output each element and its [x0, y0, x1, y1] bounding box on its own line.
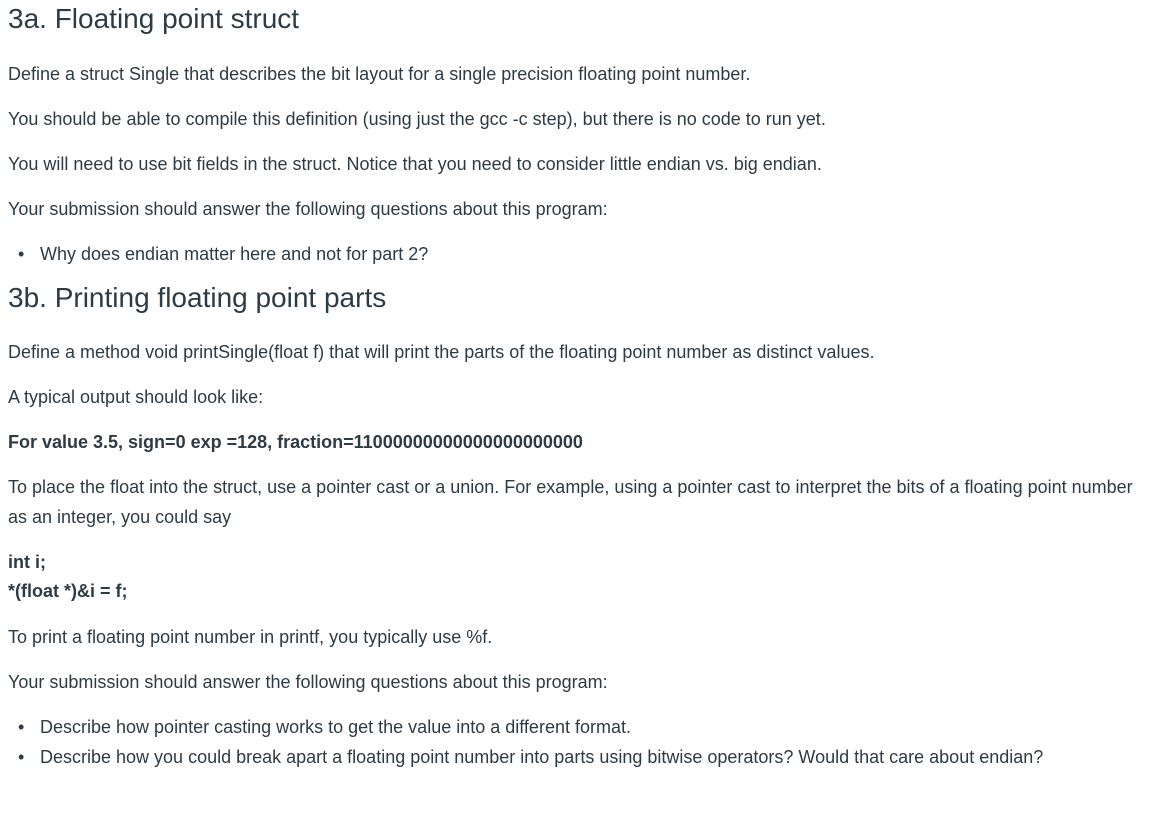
section-3b-paragraph-5: Your submission should answer the following questions about this program:	[8, 672, 608, 692]
section-3a-paragraph-2: You should be able to compile this definition (using just the gcc -c step), but there is no code to run yet.	[8, 109, 826, 129]
bullet-text: Describe how you could break apart a floating point number into parts using bitwise operators? Would that care about endian?	[40, 747, 1044, 767]
section-3a-bullet-item	[18, 239, 1118, 269]
section-3b-bullet-item-1	[18, 712, 1118, 742]
section-3a-paragraph-1: Define a struct Single that describes the bit layout for a single precision floating point number.	[8, 64, 751, 84]
section-3b-heading: 3b. Printing floating point parts	[8, 282, 387, 313]
section-3b-bullet-item-2	[18, 742, 1118, 772]
section-3b-paragraph-3: To place the float into the struct, use a pointer cast or a union. For example, using a pointer cast to interpret the bits of a floating point number as an integer, you could say	[8, 477, 1133, 527]
bullet-icon: •	[18, 244, 25, 264]
bullet-text: Why does endian matter here and not for part 2?	[40, 244, 429, 264]
code-line-1: int i;	[8, 552, 46, 572]
section-3b-paragraph-1: Define a method void printSingle(float f) that will print the parts of the floating point number as distinct values.	[8, 342, 875, 362]
section-3a-heading: 3a. Floating point struct	[8, 3, 300, 34]
section-3b-paragraph-4: To print a floating point number in printf, you typically use %f.	[8, 627, 493, 647]
bullet-text: Describe how pointer casting works to get the value into a different format.	[40, 717, 631, 737]
bullet-icon: •	[18, 747, 25, 767]
section-3a-paragraph-3: You will need to use bit fields in the struct. Notice that you need to consider little endian vs. big endian.	[8, 154, 822, 174]
sample-output: For value 3.5, sign=0 exp =128, fraction=11000000000000000000000	[8, 432, 583, 452]
code-line-2: *(float *)&i = f;	[8, 581, 128, 601]
bullet-icon: •	[18, 717, 25, 737]
section-3b-paragraph-2: A typical output should look like:	[8, 387, 264, 407]
section-3a-paragraph-4: Your submission should answer the following questions about this program:	[8, 199, 608, 219]
